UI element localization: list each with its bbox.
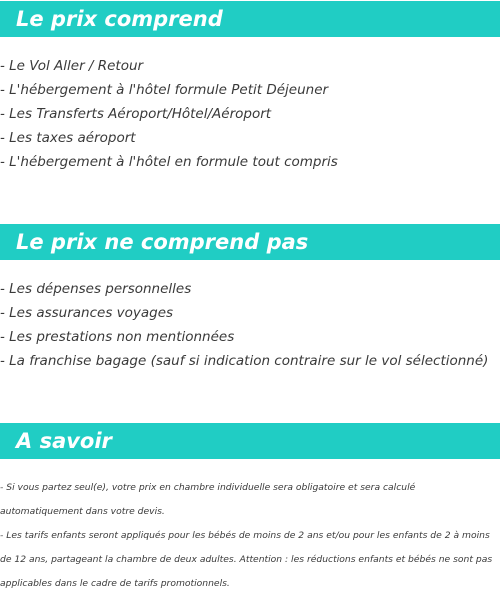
list-item: - Les dépenses personnelles	[0, 281, 192, 297]
info-note: - Si vous partez seul(e), votre prix en chambre individuelle sera obligatoire et sera calculé automatiquement dans votre devis.	[0, 482, 416, 517]
info-section-title: A savoir	[0, 423, 500, 459]
included-list	[0, 54, 500, 174]
included-section-title: Le prix comprend	[0, 1, 500, 37]
list-item: - L'hébergement à l'hôtel en formule tout compris	[0, 154, 338, 170]
excluded-section-title: Le prix ne comprend pas	[0, 224, 500, 260]
list-item: - L'hébergement à l'hôtel formule Petit Déjeuner	[0, 82, 329, 98]
list-item: - Les Transferts Aéroport/Hôtel/Aéroport	[0, 106, 272, 122]
info-notes	[0, 476, 500, 596]
info-note: - Les tarifs enfants seront appliqués pour les bébés de moins de 2 ans et/ou pour les enfants de 2 à moins de 12 ans, partageant la chambre de deux adultes. Attention : les réductions enfants et bébés ne sont pas applicables dans le cadre de tarifs promotionnels.	[0, 530, 493, 589]
list-item: - Les assurances voyages	[0, 305, 174, 321]
list-item: - La franchise bagage (sauf si indication contraire sur le vol sélectionné)	[0, 353, 489, 369]
excluded-list	[0, 277, 500, 373]
list-item: - Les prestations non mentionnées	[0, 329, 235, 345]
list-item: - Les taxes aéroport	[0, 130, 136, 146]
list-item: - Le Vol Aller / Retour	[0, 58, 144, 74]
